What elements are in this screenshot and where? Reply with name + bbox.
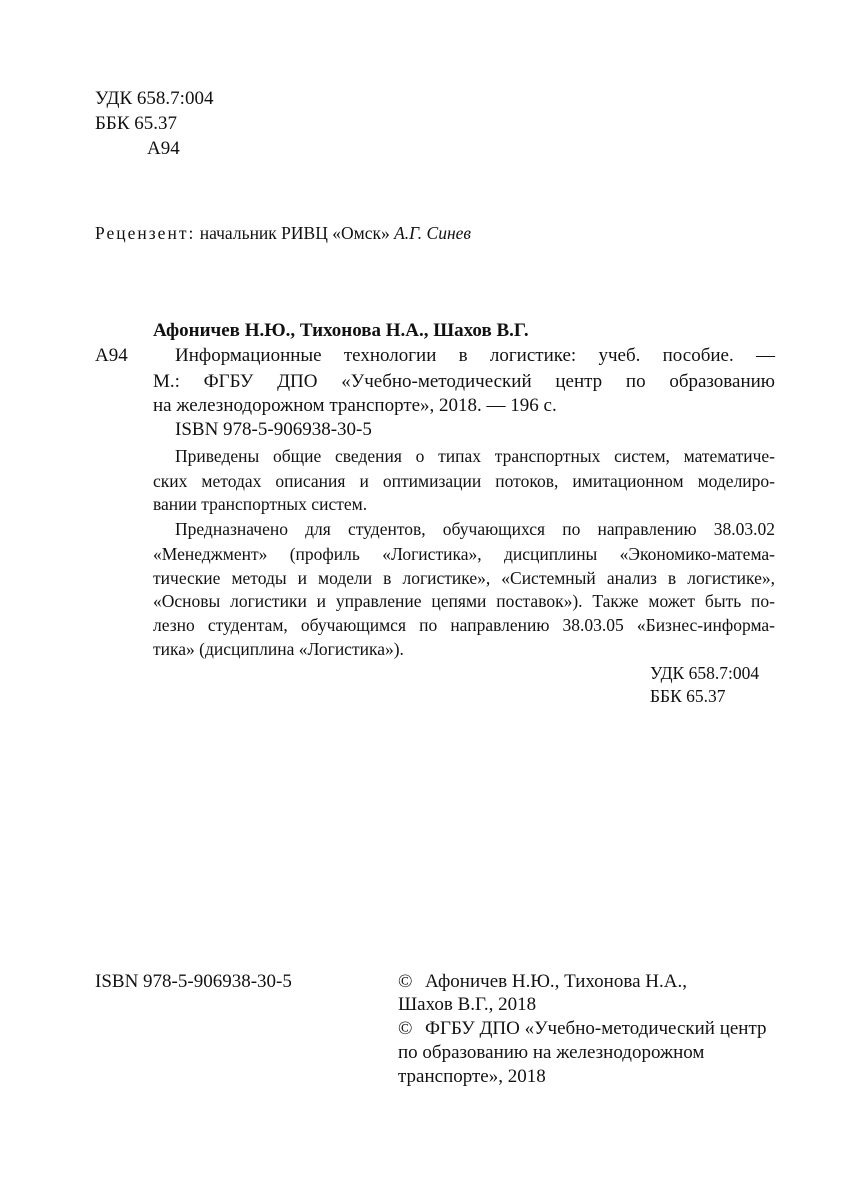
abstract-line: Предназначено для студентов, обучающихся по направлению 38.03.02 <box>175 519 775 539</box>
abstract-line: вании транспортных систем. <box>153 494 368 514</box>
bib-author-mark: А94 <box>95 345 128 366</box>
abstract-udk: УДК 658.7:004 <box>650 663 760 683</box>
copyright-line: по образованию на железнодорожном <box>398 1042 705 1063</box>
bib-line: М.: ФГБУ ДПО «Учебно-методический центр по образованию <box>153 371 775 392</box>
abstract-line: тика» (дисциплина «Логистика»). <box>153 639 404 659</box>
bbk-code: ББК 65.37 <box>95 113 177 134</box>
copyright-line: Шахов В.Г., 2018 <box>398 994 537 1015</box>
author-mark: А94 <box>147 138 180 159</box>
bib-isbn: ISBN 978-5-906938-30-5 <box>175 419 372 440</box>
abstract-line: «Основы логистики и управление цепями поставок»). Также может быть по- <box>153 591 775 611</box>
abstract-bbk: ББК 65.37 <box>650 686 726 706</box>
copyright-line: Афоничев Н.Ю., Тихонова Н.А., <box>425 971 687 992</box>
abstract-line: тические методы и модели в логистике», «Системный анализ в логистике», <box>153 568 775 588</box>
bib-line: на железнодорожном транспорте», 2018. — 196 с. <box>153 395 557 416</box>
copyright-symbol: © <box>398 1018 413 1039</box>
abstract-line: лезно студентам, обучающимся по направлению 38.03.05 «Бизнес-информа- <box>153 615 775 635</box>
copyright-line: транспорте», 2018 <box>398 1066 546 1087</box>
abstract-line: «Менеджмент» (профиль «Логистика», дисциплины «Экономико-матема- <box>153 544 775 564</box>
reviewer-line <box>95 222 471 244</box>
reviewer-name: А.Г. Синев <box>394 223 472 243</box>
abstract-line: Приведены общие сведения о типах транспортных систем, математиче- <box>175 446 775 466</box>
bib-line: Информационные технологии в логистике: учеб. пособие. — <box>175 345 775 366</box>
abstract-line: ских методах описания и оптимизации потоков, имитационном моделиро- <box>153 471 775 491</box>
reviewer-text: начальник РИВЦ «Омск» <box>199 223 390 243</box>
authors: Афоничев Н.Ю., Тихонова Н.А., Шахов В.Г. <box>153 320 529 341</box>
footer-isbn: ISBN 978-5-906938-30-5 <box>95 971 292 992</box>
reviewer-label: Рецензент: <box>95 223 196 243</box>
copyright-symbol: © <box>398 971 413 992</box>
udk-code: УДК 658.7:004 <box>95 88 214 109</box>
copyright-line: ФГБУ ДПО «Учебно-методический центр <box>425 1018 767 1039</box>
